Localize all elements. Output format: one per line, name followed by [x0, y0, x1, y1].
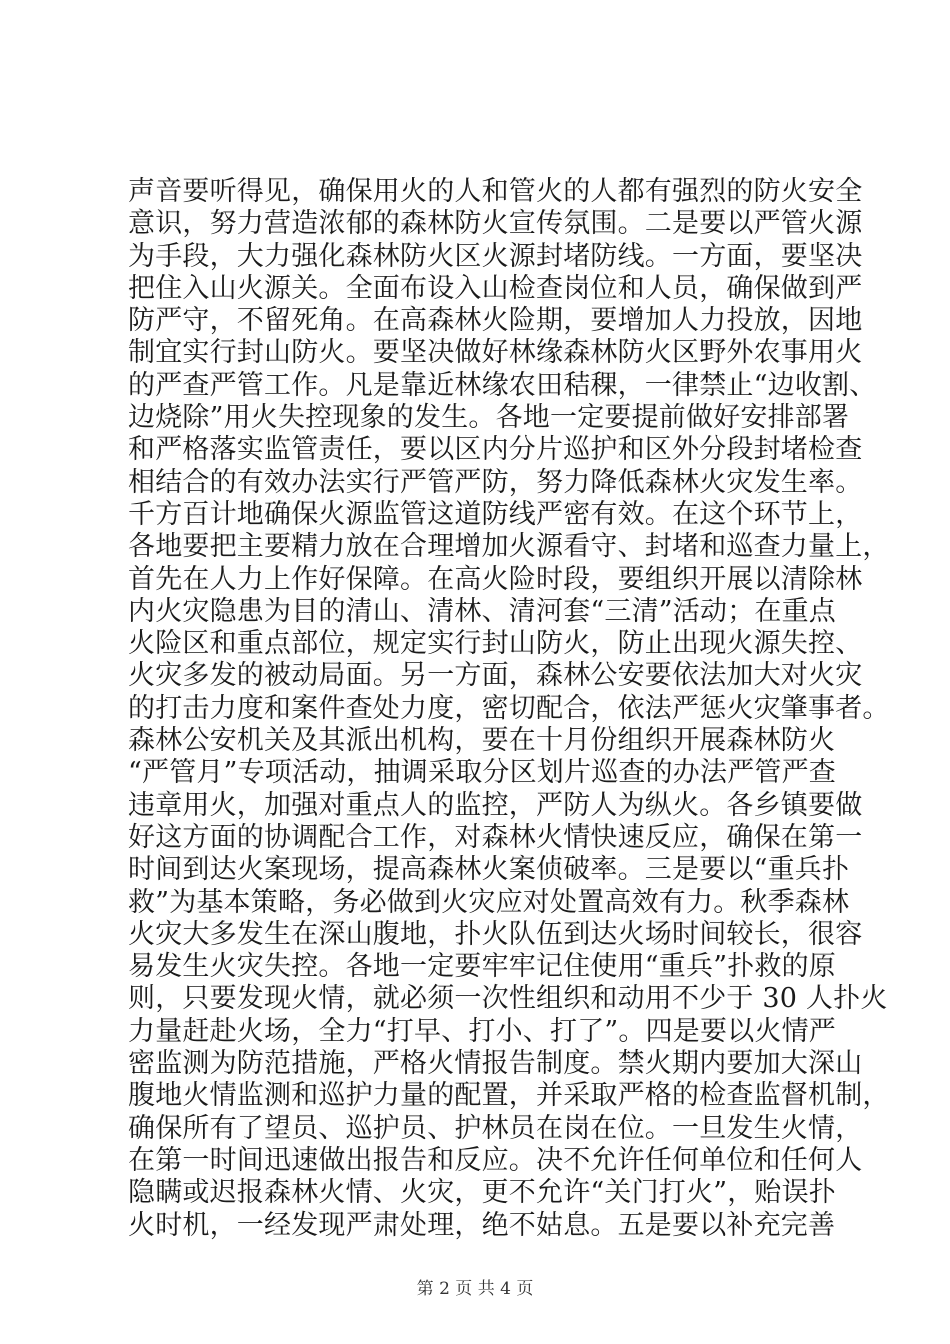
text-line: 各地要把主要精力放在合理增加火源看守、封堵和巡查力量上， — [128, 531, 890, 563]
text-line: 时间到达火案现场，提高森林火案侦破率。三是要以“重兵扑 — [128, 854, 850, 886]
text-line: 相结合的有效办法实行严管严防，努力降低森林火灾发生率。 — [128, 466, 863, 498]
text-line: 则，只要发现火情，就必须一次性组织和动用不少于 30 人扑火 — [128, 983, 888, 1015]
text-line: 火灾大多发生在深山腹地，扑火队伍到达火场时间较长，很容 — [128, 918, 863, 950]
text-line: 首先在人力上作好保障。在高火险时段，要组织开展以清除林 — [128, 563, 863, 595]
body-text — [128, 176, 890, 1242]
text-line: 声音要听得见，确保用火的人和管火的人都有强烈的防火安全 — [128, 176, 863, 207]
text-line: 火时机，一经发现严肃处理，绝不姑息。五是要以补充完善 — [128, 1209, 836, 1241]
page-footer: 第 2 页 共 4 页 — [416, 1279, 534, 1299]
text-line: 内火灾隐患为目的清山、清林、清河套“三清”活动；在重点 — [128, 595, 837, 627]
text-line: 确保所有了望员、巡护员、护林员在岗在位。一旦发生火情， — [128, 1112, 863, 1144]
text-line: 和严格落实监管责任，要以区内分片巡护和区外分段封堵检查 — [128, 434, 863, 466]
text-line: 违章用火，加强对重点人的监控，严防人为纵火。各乡镇要做 — [128, 789, 863, 821]
text-line: 火灾多发的被动局面。另一方面，森林公安要依法加大对火灾 — [128, 660, 863, 692]
text-line: 好这方面的协调配合工作，对森林火情快速反应，确保在第一 — [128, 821, 863, 853]
text-line: 易发生火灾失控。各地一定要牢牢记住使用“重兵”扑救的原 — [128, 951, 837, 983]
text-line: 救”为基本策略，务必做到火灾应对处置高效有力。秋季森林 — [128, 886, 850, 918]
text-line: 为手段，大力强化森林防火区火源封堵防线。一方面，要坚决 — [128, 240, 863, 272]
text-line: 隐瞒或迟报森林火情、火灾，更不允许“关门打火”，贻误扑 — [128, 1177, 837, 1209]
text-line: 在第一时间迅速做出报告和反应。决不允许任何单位和任何人 — [128, 1144, 863, 1176]
text-line: 千方百计地确保火源监管这道防线严密有效。在这个环节上， — [128, 498, 863, 530]
text-line: 的打击力度和案件查处力度，密切配合，依法严惩火灾肇事者。 — [128, 692, 890, 724]
text-line: 森林公安机关及其派出机构，要在十月份组织开展森林防火 — [128, 725, 836, 757]
text-line: “严管月”专项活动，抽调采取分区划片巡查的办法严管严查 — [128, 757, 837, 789]
text-line: 火险区和重点部位，规定实行封山防火，防止出现火源失控、 — [128, 628, 863, 660]
text-line: 边烧除”用火失控现象的发生。各地一定要提前做好安排部署 — [128, 402, 850, 434]
text-line: 腹地火情监测和巡护力量的配置，并采取严格的检查监督机制， — [128, 1080, 890, 1112]
text-line: 防严守，不留死角。在高森林火险期，要增加人力投放，因地 — [128, 305, 863, 337]
text-line: 把住入山火源关。全面布设入山检查岗位和人员，确保做到严 — [128, 272, 863, 304]
text-line: 意识，努力营造浓郁的森林防火宣传氛围。二是要以严管火源 — [128, 208, 863, 240]
text-line: 力量赶赴火场，全力“打早、打小、打了”。四是要以火情严 — [128, 1015, 837, 1047]
text-line: 密监测为防范措施，严格火情报告制度。禁火期内要加大深山 — [128, 1048, 863, 1080]
text-line: 制宜实行封山防火。要坚决做好林缘森林防火区野外农事用火 — [128, 337, 863, 369]
text-line: 的严查严管工作。凡是靠近林缘农田秸稞，一律禁止“边收割、 — [128, 369, 877, 401]
